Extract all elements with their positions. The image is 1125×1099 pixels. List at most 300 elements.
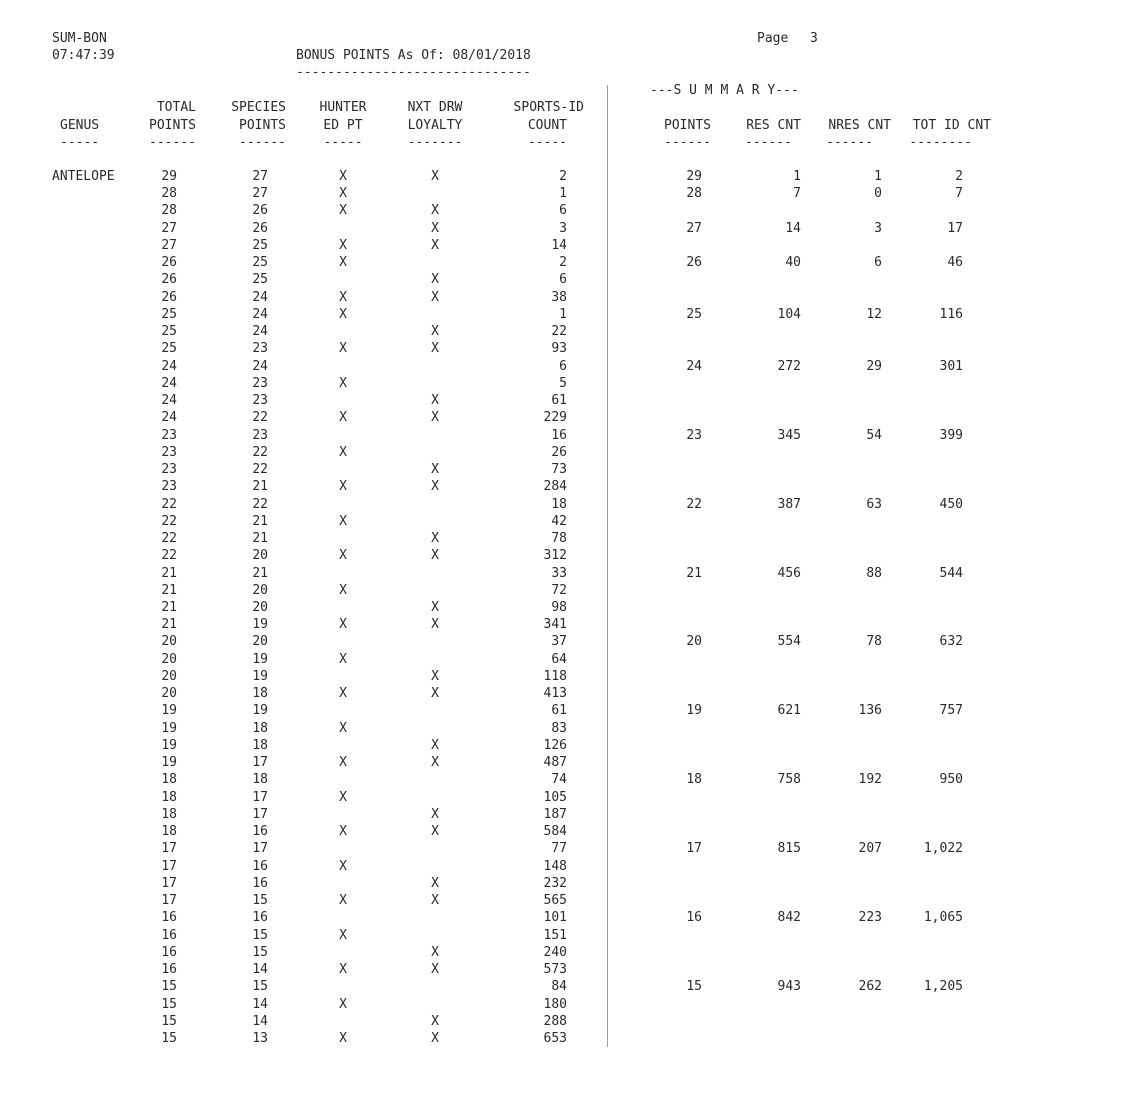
summary-points-cell: 17 <box>686 841 702 857</box>
hunter-ed-cell: X <box>339 444 347 460</box>
table-row <box>0 1030 1000 1047</box>
hunter-ed-cell: X <box>339 375 347 391</box>
species-points-cell: 19 <box>252 651 268 667</box>
loyalty-cell: X <box>431 875 439 891</box>
hunter-ed-cell: X <box>339 755 347 771</box>
species-points-cell: 23 <box>252 341 268 357</box>
genus-dash: ----- <box>60 135 100 150</box>
summary-tot-id-cnt-dash: -------- <box>909 135 972 150</box>
total-points-cell: 18 <box>161 772 177 788</box>
total-points-cell: 15 <box>161 1013 177 1029</box>
total-points-cell: 29 <box>161 169 177 184</box>
report-time: 07:47:39 <box>52 48 115 63</box>
table-row <box>0 599 1000 616</box>
summary-nres-cnt-cell: 88 <box>866 565 882 581</box>
summary-points-cell: 24 <box>686 358 702 374</box>
summary-points-cell: 28 <box>686 186 702 202</box>
species-points-cell: 27 <box>252 169 268 184</box>
summary-nres-cnt-cell: 78 <box>866 634 882 650</box>
summary-nres-cnt-cell: 262 <box>858 979 882 995</box>
total-points-cell: 27 <box>161 237 177 253</box>
summary-tot-id-cnt-cell: 46 <box>947 255 963 271</box>
total-points-cell: 27 <box>161 220 177 236</box>
total-points-cell: 17 <box>161 841 177 857</box>
sports-id-count-cell: 2 <box>559 169 567 184</box>
species-points-cell: 22 <box>252 462 268 478</box>
sports-id-count-cell: 84 <box>551 979 567 995</box>
sports-id-count-cell: 38 <box>551 289 567 305</box>
species-points-cell: 16 <box>252 858 268 874</box>
sports-id-count-cell: 98 <box>551 600 567 615</box>
page-number: 3 <box>810 31 818 46</box>
total-points-cell: 20 <box>161 686 177 702</box>
total-points-cell: 17 <box>161 875 177 891</box>
hunter-ed-cell: X <box>339 686 347 702</box>
loyalty-cell: X <box>431 962 439 978</box>
species-points-cell: 24 <box>252 324 268 340</box>
sports-id-count-cell: 26 <box>551 444 567 460</box>
sports-id-count-cell: 413 <box>543 686 567 702</box>
sports-id-count-cell: 93 <box>551 341 567 357</box>
summary-points-dash: ------ <box>664 135 711 150</box>
summary-nres-cnt-cell: 54 <box>866 427 882 443</box>
loyalty-cell: X <box>431 220 439 236</box>
sports-id-count-cell: 1 <box>559 306 567 322</box>
summary-tot-id-cnt-cell: 399 <box>939 427 963 443</box>
hunter-ed-header-1: HUNTER <box>319 100 367 115</box>
sports-id-count-cell: 312 <box>543 548 567 564</box>
summary-tot-id-cnt-header: TOT ID CNT <box>912 118 991 133</box>
sports-id-count-cell: 341 <box>543 617 567 633</box>
summary-tot-id-cnt-cell: 17 <box>947 220 963 236</box>
hunter-ed-cell: X <box>339 255 347 271</box>
species-points-cell: 24 <box>252 306 268 322</box>
hunter-ed-cell: X <box>339 996 347 1012</box>
sports-id-count-cell: 126 <box>543 737 567 753</box>
sports-id-count-cell: 653 <box>543 1031 567 1046</box>
loyalty-cell: X <box>431 324 439 340</box>
total-points-cell: 23 <box>161 427 177 443</box>
hunter-ed-cell: X <box>339 479 347 495</box>
species-points-cell: 23 <box>252 427 268 443</box>
species-points-cell: 16 <box>252 875 268 891</box>
summary-res-cnt-cell: 14 <box>785 220 801 236</box>
species-points-cell: 22 <box>252 496 268 512</box>
summary-points-cell: 16 <box>686 910 702 926</box>
loyalty-cell: X <box>431 462 439 478</box>
sports-id-count-cell: 78 <box>551 531 567 547</box>
sports-id-count-cell: 180 <box>543 996 567 1012</box>
hunter-ed-cell: X <box>339 1031 347 1046</box>
hunter-ed-cell: X <box>339 548 347 564</box>
summary-nres-cnt-cell: 3 <box>874 220 882 236</box>
total-points-cell: 15 <box>161 996 177 1012</box>
table-row <box>0 582 1000 599</box>
summary-nres-cnt-cell: 6 <box>874 255 882 271</box>
sports-id-header-1: SPORTS-ID <box>513 100 584 115</box>
total-points-cell: 26 <box>161 255 177 271</box>
total-points-cell: 19 <box>161 737 177 753</box>
summary-row <box>0 909 1000 926</box>
species-points-cell: 14 <box>252 996 268 1012</box>
table-row <box>0 720 1000 737</box>
summary-row <box>0 254 1000 271</box>
table-row <box>0 289 1000 306</box>
hunter-ed-cell: X <box>339 893 347 909</box>
species-points-header-2: POINTS <box>239 118 286 133</box>
summary-tot-id-cnt-cell: 116 <box>939 306 963 322</box>
loyalty-cell: X <box>431 806 439 822</box>
hunter-ed-header-2: ED PT <box>323 118 363 133</box>
sports-id-count-cell: 18 <box>551 496 567 512</box>
hunter-ed-cell: X <box>339 582 347 598</box>
total-points-cell: 26 <box>161 289 177 305</box>
sports-id-count-cell: 105 <box>543 789 567 805</box>
summary-points-cell: 22 <box>686 496 702 512</box>
summary-points-cell: 19 <box>686 703 702 719</box>
sports-id-count-cell: 101 <box>543 910 567 926</box>
loyalty-cell: X <box>431 237 439 253</box>
summary-tot-id-cnt-cell: 950 <box>939 772 963 788</box>
total-points-cell: 18 <box>161 806 177 822</box>
hunter-ed-cell: X <box>339 169 347 184</box>
loyalty-cell: X <box>431 410 439 426</box>
species-points-cell: 25 <box>252 272 268 288</box>
species-points-cell: 14 <box>252 1013 268 1029</box>
table-row <box>0 392 1000 409</box>
hunter-ed-cell: X <box>339 203 347 219</box>
loyalty-cell: X <box>431 1013 439 1029</box>
summary-res-cnt-cell: 104 <box>777 306 801 322</box>
table-row <box>0 875 1000 892</box>
table-row <box>0 823 1000 840</box>
table-row <box>0 668 1000 685</box>
total-points-cell: 20 <box>161 634 177 650</box>
total-points-cell: 22 <box>161 496 177 512</box>
table-row <box>0 961 1000 978</box>
hunter-ed-cell: X <box>339 651 347 667</box>
species-points-cell: 17 <box>252 755 268 771</box>
loyalty-cell: X <box>431 548 439 564</box>
summary-row <box>0 496 1000 513</box>
species-points-cell: 20 <box>252 634 268 650</box>
summary-points-cell: 23 <box>686 427 702 443</box>
table-row <box>0 1013 1000 1030</box>
species-points-cell: 17 <box>252 841 268 857</box>
sports-id-count-cell: 229 <box>543 410 567 426</box>
total-points-cell: 28 <box>161 203 177 219</box>
species-points-cell: 21 <box>252 531 268 547</box>
summary-res-cnt-cell: 758 <box>777 772 801 788</box>
sports-id-count-cell: 3 <box>559 220 567 236</box>
loyalty-cell: X <box>431 668 439 684</box>
hunter-ed-cell: X <box>339 513 347 529</box>
total-points-header-1: TOTAL <box>156 100 196 115</box>
total-points-cell: 20 <box>161 668 177 684</box>
table-row <box>0 340 1000 357</box>
summary-res-cnt-cell: 943 <box>777 979 801 995</box>
species-points-cell: 17 <box>252 806 268 822</box>
summary-tot-id-cnt-cell: 1,022 <box>923 841 963 857</box>
species-points-cell: 25 <box>252 255 268 271</box>
summary-row <box>0 168 1000 185</box>
total-points-cell: 23 <box>161 479 177 495</box>
species-points-cell: 16 <box>252 910 268 926</box>
summary-res-cnt-dash: ------ <box>745 135 792 150</box>
table-row <box>0 789 1000 806</box>
sports-id-count-cell: 6 <box>559 358 567 374</box>
nxt-drw-dash: ------- <box>407 135 463 150</box>
total-points-cell: 23 <box>161 444 177 460</box>
sports-id-count-cell: 6 <box>559 272 567 288</box>
summary-tot-id-cnt-cell: 1,065 <box>923 910 963 926</box>
genus-header: GENUS <box>60 118 100 133</box>
total-points-cell: 16 <box>161 944 177 960</box>
loyalty-cell: X <box>431 1031 439 1046</box>
sports-id-count-cell: 151 <box>543 927 567 943</box>
loyalty-cell: X <box>431 600 439 615</box>
species-points-cell: 22 <box>252 444 268 460</box>
sports-id-count-cell: 83 <box>551 720 567 736</box>
summary-points-cell: 21 <box>686 565 702 581</box>
table-row <box>0 651 1000 668</box>
total-points-cell: 22 <box>161 548 177 564</box>
table-row <box>0 685 1000 702</box>
hunter-ed-cell: X <box>339 789 347 805</box>
summary-row <box>0 633 1000 650</box>
sports-id-count-cell: 61 <box>551 393 567 409</box>
summary-points-cell: 27 <box>686 220 702 236</box>
species-points-cell: 21 <box>252 479 268 495</box>
summary-tot-id-cnt-cell: 450 <box>939 496 963 512</box>
species-points-cell: 15 <box>252 944 268 960</box>
table-row <box>0 530 1000 547</box>
total-points-cell: 15 <box>161 979 177 995</box>
total-points-cell: 22 <box>161 513 177 529</box>
hunter-ed-cell: X <box>339 858 347 874</box>
total-points-header-2: POINTS <box>149 118 196 133</box>
sports-id-count-cell: 1 <box>559 186 567 202</box>
table-row <box>0 616 1000 633</box>
table-row <box>0 858 1000 875</box>
summary-row <box>0 702 1000 719</box>
loyalty-cell: X <box>431 531 439 547</box>
total-points-cell: 21 <box>161 600 177 615</box>
table-row <box>0 944 1000 961</box>
loyalty-cell: X <box>431 893 439 909</box>
summary-nres-cnt-cell: 207 <box>858 841 882 857</box>
summary-tot-id-cnt-cell: 632 <box>939 634 963 650</box>
total-points-cell: 16 <box>161 910 177 926</box>
total-points-cell: 25 <box>161 324 177 340</box>
summary-row <box>0 840 1000 857</box>
sports-id-count-cell: 77 <box>551 841 567 857</box>
hunter-ed-cell: X <box>339 410 347 426</box>
species-points-cell: 20 <box>252 600 268 615</box>
summary-res-cnt-cell: 387 <box>777 496 801 512</box>
summary-nres-cnt-header: NRES CNT <box>828 118 891 133</box>
hunter-ed-cell: X <box>339 720 347 736</box>
sports-id-count-cell: 118 <box>543 668 567 684</box>
table-row <box>0 754 1000 771</box>
loyalty-cell: X <box>431 737 439 753</box>
species-points-cell: 27 <box>252 186 268 202</box>
nxt-drw-header-1: NXT DRW <box>407 100 463 115</box>
summary-res-cnt-cell: 456 <box>777 565 801 581</box>
sports-id-dash: ----- <box>527 135 567 150</box>
hunter-ed-cell: X <box>339 186 347 202</box>
loyalty-cell: X <box>431 686 439 702</box>
summary-row <box>0 220 1000 237</box>
species-points-cell: 26 <box>252 203 268 219</box>
table-row <box>0 237 1000 254</box>
total-points-cell: 19 <box>161 703 177 719</box>
summary-row <box>0 306 1000 323</box>
loyalty-cell: X <box>431 272 439 288</box>
sports-id-count-cell: 73 <box>551 462 567 478</box>
hunter-ed-cell: X <box>339 962 347 978</box>
table-row <box>0 478 1000 495</box>
sports-id-count-cell: 42 <box>551 513 567 529</box>
hunter-ed-cell: X <box>339 237 347 253</box>
summary-row <box>0 427 1000 444</box>
sports-id-count-cell: 37 <box>551 634 567 650</box>
summary-res-cnt-cell: 842 <box>777 910 801 926</box>
loyalty-cell: X <box>431 824 439 840</box>
sports-id-count-cell: 72 <box>551 582 567 598</box>
table-row <box>0 271 1000 288</box>
table-row <box>0 806 1000 823</box>
sports-id-count-cell: 584 <box>543 824 567 840</box>
loyalty-cell: X <box>431 203 439 219</box>
loyalty-cell: X <box>431 479 439 495</box>
total-points-cell: 22 <box>161 531 177 547</box>
sports-id-count-cell: 5 <box>559 375 567 391</box>
summary-tot-id-cnt-cell: 7 <box>955 186 963 202</box>
sports-id-header-2: COUNT <box>527 118 567 133</box>
sports-id-count-cell: 16 <box>551 427 567 443</box>
summary-res-cnt-cell: 554 <box>777 634 801 650</box>
sports-id-count-cell: 148 <box>543 858 567 874</box>
species-points-cell: 19 <box>252 617 268 633</box>
table-row <box>0 461 1000 478</box>
total-points-cell: 18 <box>161 789 177 805</box>
total-points-cell: 28 <box>161 186 177 202</box>
species-points-cell: 15 <box>252 927 268 943</box>
total-points-cell: 21 <box>161 617 177 633</box>
summary-row <box>0 565 1000 582</box>
summary-nres-cnt-cell: 0 <box>874 186 882 202</box>
summary-res-cnt-cell: 345 <box>777 427 801 443</box>
species-points-cell: 23 <box>252 393 268 409</box>
summary-nres-cnt-cell: 136 <box>858 703 882 719</box>
sports-id-count-cell: 74 <box>551 772 567 788</box>
summary-tot-id-cnt-cell: 301 <box>939 358 963 374</box>
species-points-cell: 17 <box>252 789 268 805</box>
sports-id-count-cell: 240 <box>543 944 567 960</box>
table-row <box>0 996 1000 1013</box>
summary-nres-cnt-cell: 12 <box>866 306 882 322</box>
summary-res-cnt-cell: 272 <box>777 358 801 374</box>
species-points-cell: 19 <box>252 668 268 684</box>
sports-id-count-cell: 288 <box>543 1013 567 1029</box>
summary-tot-id-cnt-cell: 1,205 <box>923 979 963 995</box>
sports-id-count-cell: 6 <box>559 203 567 219</box>
summary-nres-cnt-cell: 223 <box>858 910 882 926</box>
summary-res-cnt-cell: 815 <box>777 841 801 857</box>
summary-res-cnt-cell: 40 <box>785 255 801 271</box>
hunter-ed-cell: X <box>339 824 347 840</box>
summary-points-cell: 26 <box>686 255 702 271</box>
sports-id-count-cell: 487 <box>543 755 567 771</box>
species-points-cell: 13 <box>252 1031 268 1046</box>
sports-id-count-cell: 573 <box>543 962 567 978</box>
summary-points-cell: 18 <box>686 772 702 788</box>
sports-id-count-cell: 61 <box>551 703 567 719</box>
summary-res-cnt-header: RES CNT <box>746 118 801 133</box>
total-points-cell: 19 <box>161 720 177 736</box>
sports-id-count-cell: 187 <box>543 806 567 822</box>
loyalty-cell: X <box>431 289 439 305</box>
total-points-cell: 21 <box>161 582 177 598</box>
species-points-cell: 18 <box>252 720 268 736</box>
summary-points-cell: 15 <box>686 979 702 995</box>
summary-tot-id-cnt-cell: 544 <box>939 565 963 581</box>
total-points-cell: 24 <box>161 393 177 409</box>
species-points-cell: 24 <box>252 289 268 305</box>
table-row <box>0 547 1000 564</box>
summary-tot-id-cnt-cell: 2 <box>955 169 963 184</box>
species-points-dash: ------ <box>239 135 286 150</box>
summary-res-cnt-cell: 621 <box>777 703 801 719</box>
summary-points-cell: 20 <box>686 634 702 650</box>
sports-id-count-cell: 14 <box>551 237 567 253</box>
table-row <box>0 892 1000 909</box>
hunter-ed-cell: X <box>339 927 347 943</box>
species-points-cell: 20 <box>252 548 268 564</box>
total-points-cell: 17 <box>161 858 177 874</box>
loyalty-cell: X <box>431 393 439 409</box>
sports-id-count-cell: 22 <box>551 324 567 340</box>
summary-res-cnt-cell: 7 <box>793 186 801 202</box>
total-points-cell: 16 <box>161 927 177 943</box>
summary-points-header: POINTS <box>664 118 711 133</box>
summary-tot-id-cnt-cell: 757 <box>939 703 963 719</box>
table-row <box>0 513 1000 530</box>
table-row <box>0 323 1000 340</box>
report-title: BONUS POINTS As Of: 08/01/2018 <box>296 48 531 63</box>
table-row <box>0 737 1000 754</box>
total-points-cell: 24 <box>161 358 177 374</box>
total-points-cell: 21 <box>161 565 177 581</box>
total-points-cell: 20 <box>161 651 177 667</box>
table-row <box>0 202 1000 219</box>
sports-id-count-cell: 232 <box>543 875 567 891</box>
total-points-cell: 15 <box>161 1031 177 1046</box>
summary-nres-cnt-cell: 1 <box>874 169 882 184</box>
genus-label: ANTELOPE <box>52 169 115 184</box>
species-points-cell: 18 <box>252 737 268 753</box>
species-points-cell: 14 <box>252 962 268 978</box>
summary-nres-cnt-cell: 63 <box>866 496 882 512</box>
page-label: Page <box>757 31 789 46</box>
hunter-ed-dash: ----- <box>323 135 363 150</box>
species-points-cell: 16 <box>252 824 268 840</box>
total-points-cell: 25 <box>161 341 177 357</box>
total-points-dash: ------ <box>149 135 196 150</box>
summary-title: ---S U M M A R Y--- <box>650 83 799 98</box>
report-id: SUM-BON <box>52 31 107 46</box>
